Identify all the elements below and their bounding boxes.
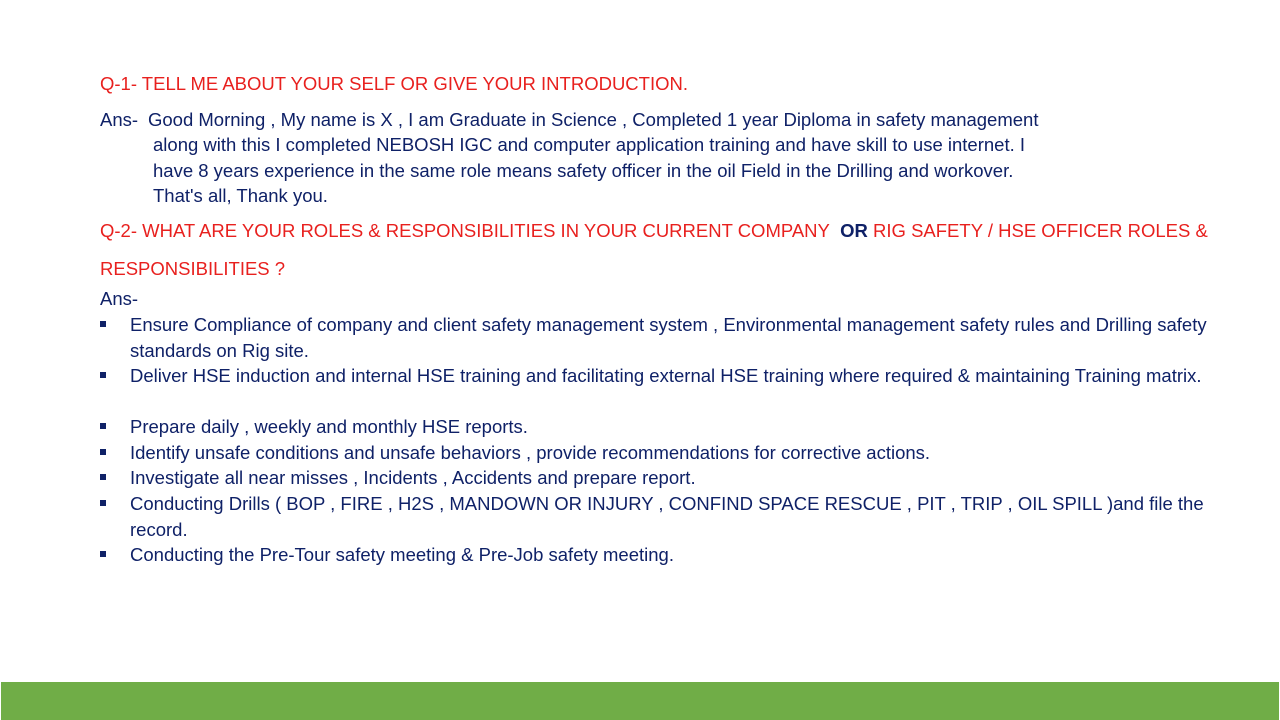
- question-2-part1: Q-2- WHAT ARE YOUR ROLES & RESPONSIBILITIES IN YOUR CURRENT COMPANY: [100, 220, 830, 241]
- answer-1-line: have 8 years experience in the same role means safety officer in the oil Field in the Drilling and workover.: [153, 160, 1014, 181]
- list-item-text: Conducting Drills ( BOP , FIRE , H2S , MANDOWN OR INJURY , CONFIND SPACE RESCUE , PIT , TRIP , OIL SPILL )and file the record.: [130, 493, 1204, 540]
- list-item-text: Identify unsafe conditions and unsafe behaviors , provide recommendations for corrective actions.: [130, 442, 931, 463]
- answer-1-line: That's all, Thank you.: [153, 185, 328, 206]
- answer-1-line: along with this I completed NEBOSH IGC and computer application training and have skill to use internet. I: [153, 134, 1026, 155]
- question-2-part2: RIG SAFETY / HSE OFFICER ROLES &: [873, 220, 1208, 241]
- list-item-text: Conducting the Pre-Tour safety meeting & Pre-Job safety meeting.: [130, 544, 674, 565]
- bullet-square-icon: [100, 372, 106, 378]
- answer-2-prefix: Ans-: [100, 288, 139, 309]
- bullet-square-icon: [100, 500, 106, 506]
- question-2-line2: RESPONSIBILITIES ?: [100, 258, 286, 279]
- question-2-or: OR: [840, 220, 868, 241]
- footer-bar: [1, 682, 1279, 720]
- bullet-square-icon: [100, 474, 106, 480]
- list-item-text: Investigate all near misses , Incidents , Accidents and prepare report.: [130, 467, 696, 488]
- question-2: [100, 220, 1208, 242]
- bullet-square-icon: [100, 449, 106, 455]
- bullet-square-icon: [100, 321, 106, 327]
- answer-1-line: Good Morning , My name is X , I am Graduate in Science , Completed 1 year Diploma in safety management: [148, 109, 1039, 130]
- bullet-square-icon: [100, 551, 106, 557]
- list-item-text: Prepare daily , weekly and monthly HSE reports.: [130, 416, 528, 437]
- list-item-text: Deliver HSE induction and internal HSE training and facilitating external HSE training where required & maintaining Training matrix.: [130, 365, 1202, 386]
- bullet-square-icon: [100, 423, 106, 429]
- question-1: Q-1- TELL ME ABOUT YOUR SELF OR GIVE YOUR INTRODUCTION.: [100, 73, 688, 94]
- answer-1-prefix: Ans-: [100, 109, 139, 130]
- list-item-text: Ensure Compliance of company and client safety management system , Environmental management safety rules and Drilling safety standards on Rig site.: [130, 314, 1207, 361]
